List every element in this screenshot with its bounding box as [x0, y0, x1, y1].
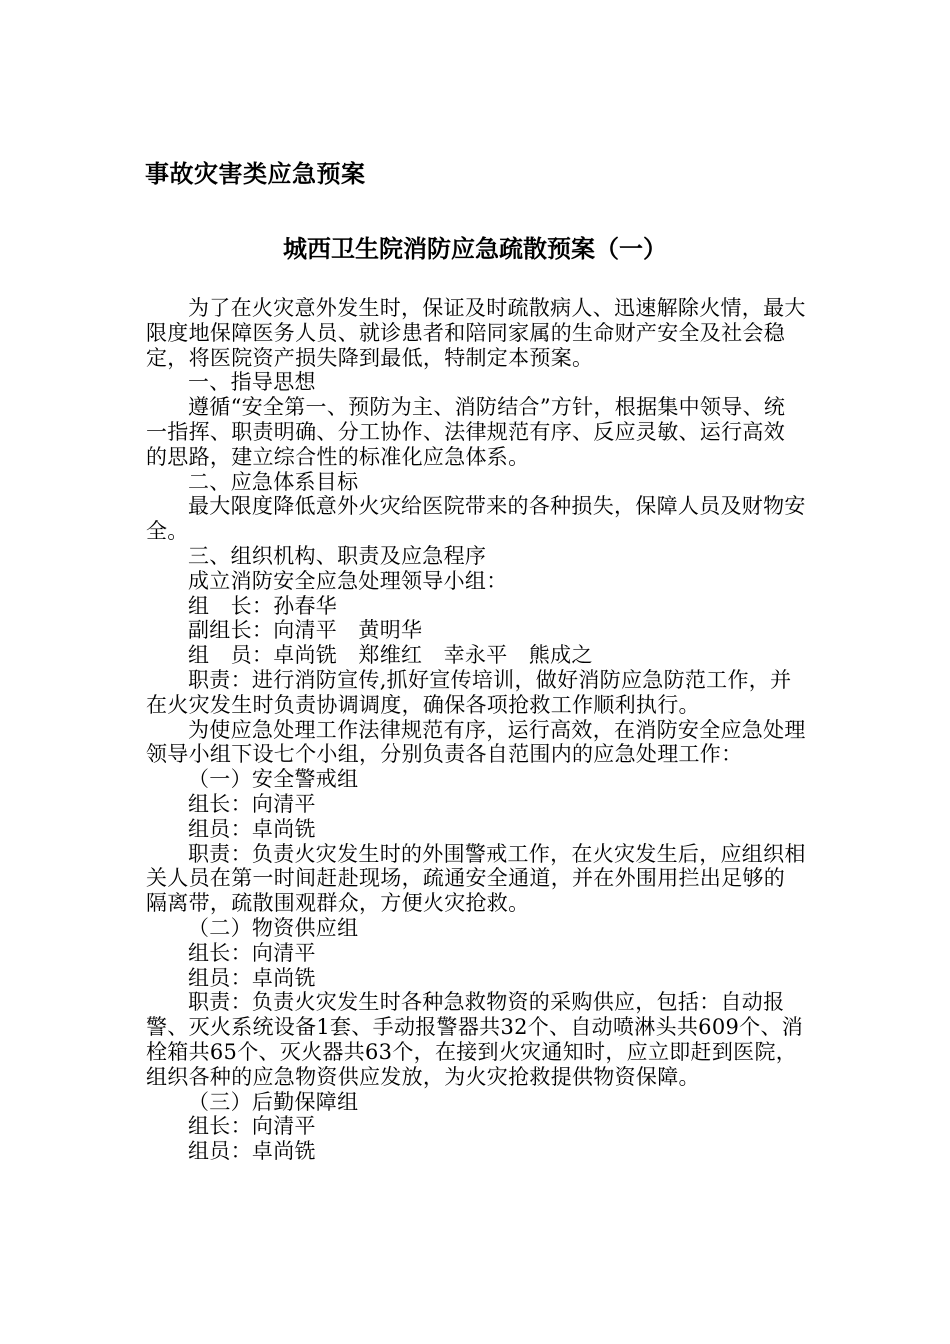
heading-guiding-principle: 一、指导思想 [188, 370, 316, 395]
leader-line: 组 长：孙春华 [188, 593, 338, 618]
section-heading: 事故灾害类应急预案 [145, 160, 366, 188]
supply-group-leader: 组长：向清平 [188, 940, 316, 965]
logistics-group-member: 组员：卓尚铣 [188, 1139, 316, 1164]
guiding-principle-paragraph: 遵循“安全第一、预防为主、消防结合”方针，根据集中领导、统一指挥、职责明确、分工协作、法律规范有序、反应灵敏、运行高效的思路，建立综合性的标准化应急体系。 [146, 395, 786, 469]
members-line: 组 员：卓尚铣 郑维红 幸永平 熊成之 [188, 643, 593, 668]
heading-system-goal: 二、应急体系目标 [188, 469, 359, 494]
intro-paragraph: 为了在火灾意外发生时，保证及时疏散病人、迅速解除火情，最大限度地保障医务人员、就诊患者和陪同家属的生命财产安全及社会稳定，将医院资产损失降到最低，特制定本预案。 [146, 296, 806, 370]
deputy-leader-line: 副组长：向清平 黄明华 [188, 618, 423, 643]
document-body [146, 296, 806, 1164]
supply-group-member: 组员：卓尚铣 [188, 965, 316, 990]
system-goal-paragraph: 最大限度降低意外火灾给医院带来的各种损失，保障人员及财物安全。 [146, 494, 806, 544]
subgroups-intro-paragraph: 为使应急处理工作法律规范有序，运行高效，在消防安全应急处理领导小组下设七个小组，分别负责各自范围内的应急处理工作： [146, 717, 806, 767]
heading-logistics-group: （三）后勤保障组 [188, 1089, 359, 1114]
leadership-group-intro: 成立消防安全应急处理领导小组： [188, 568, 508, 593]
security-group-leader: 组长：向清平 [188, 791, 316, 816]
heading-security-group: （一）安全警戒组 [188, 767, 359, 792]
leadership-duty-paragraph: 职责：进行消防宣传,抓好宣传培训，做好消防应急防范工作，并在火灾发生时负责协调调度，确保各项抢救工作顺利执行。 [146, 667, 792, 717]
heading-organization: 三、组织机构、职责及应急程序 [188, 543, 487, 568]
security-group-duty: 职责：负责火灾发生时的外围警戒工作，在火灾发生后，应组织相关人员在第一时间赶赴现场，疏通安全通道，并在外围用拦出足够的隔离带，疏散围观群众，方便火灾抢救。 [146, 841, 806, 916]
security-group-member: 组员：卓尚铣 [188, 816, 316, 841]
supply-group-duty: 职责：负责火灾发生时各种急救物资的采购供应，包括：自动报警、灭火系统设备1套、手动报警器共32个、自动喷淋头共609个、消栓箱共65个、灭火器共63个，在接到火灾通知时，应立即赶到医院，组织各种的应急物资供应发放，为火灾抢救提供物资保障。 [146, 990, 804, 1089]
document-title: 城西卫生院消防应急疏散预案（一） [283, 235, 667, 263]
logistics-group-leader: 组长：向清平 [188, 1114, 316, 1139]
heading-supply-group: （二）物资供应组 [188, 915, 359, 940]
